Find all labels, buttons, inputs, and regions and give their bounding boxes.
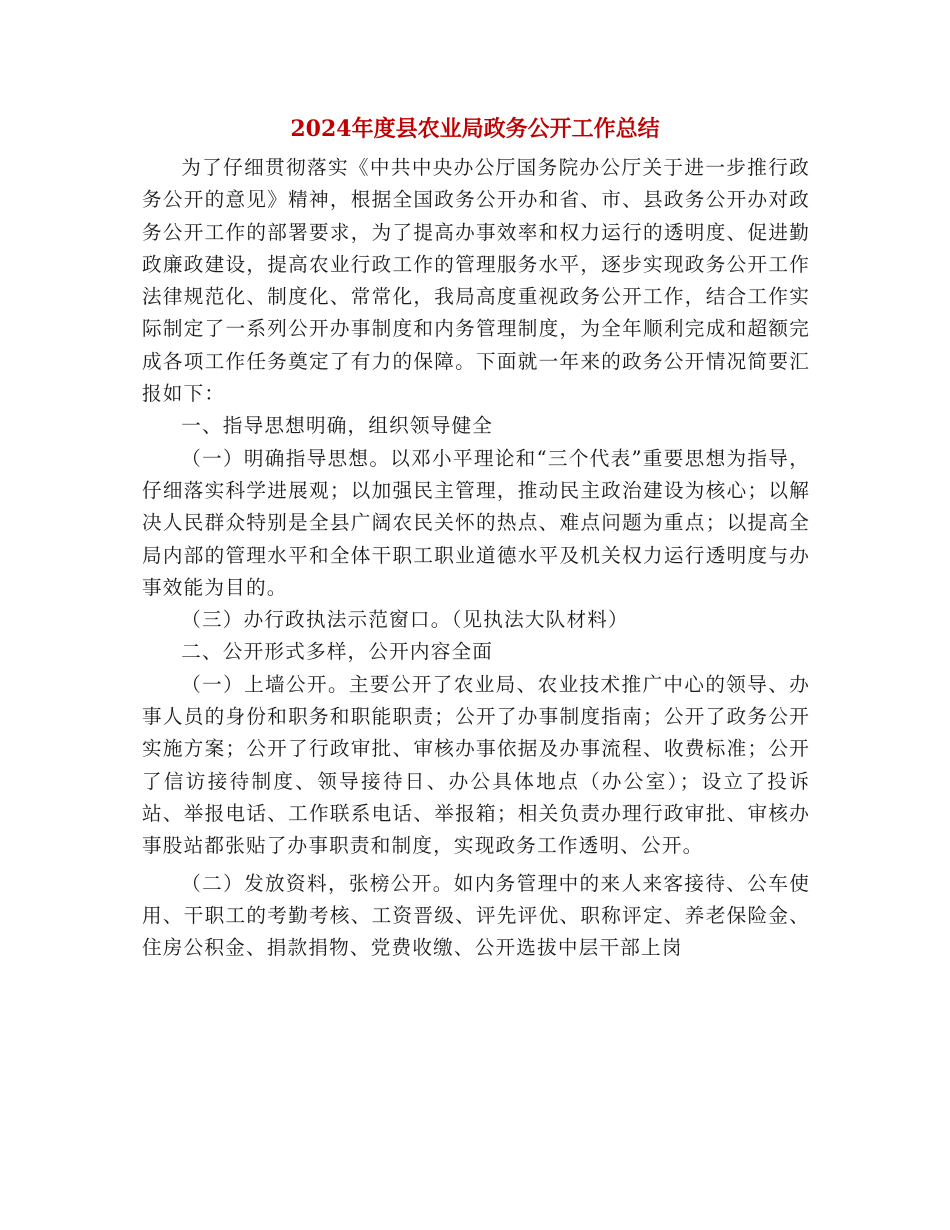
heading-section-2: 二、公开形式多样，公开内容全面 xyxy=(181,640,494,664)
paragraph-intro: 为了仔细贯彻落实《中共中央办公厅国务院办公厅关于进一步推行政务公开的意见》精神，根据全国政务公开办和省、市、县政务公开办对政务公开工作的部署要求，为了提高办事效率和权力运行的透明度、促进勤政廉政建设，提高农业行政工作的管理服务水平，逐步实现政务公开工作法律规范化、制度化、常常化，我局高度重视政务公开工作，结合工作实际制定了一系列公开办事制度和内务管理制度，为全年顺利完成和超额完成各项工作任务奠定了有力的保障。下面就一年来的政务公开情况简要汇报如下： xyxy=(142,156,810,406)
heading-section-1: 一、指导思想明确，组织领导健全 xyxy=(181,414,494,438)
document-body xyxy=(142,152,810,964)
paragraph-materials-publication: （二）发放资料，张榜公开。如内务管理中的来人来客接待、公车使用、干职工的考勤考核、工资晋级、评先评优、职称评定、养老保险金、住房公积金、捐款捐物、党费收缴、公开选拔中层干部上岗 xyxy=(142,871,810,960)
paragraph-enforcement-window: （三）办行政执法示范窗口。（见执法大队材料） xyxy=(181,608,629,632)
paragraph-wall-publication: （一）上墙公开。主要公开了农业局、农业技术推广中心的领导、办事人员的身份和职务和职能职责；公开了办事制度指南；公开了政务公开实施方案；公开了行政审批、审核办事依据及办事流程、收费标准；公开了信访接待制度、领导接待日、办公具体地点（办公室）；设立了投诉站、举报电话、工作联系电话、举报箱；相关负责办理行政审批、审核办事股站都张贴了办事职责和制度，实现政务工作透明、公开。 xyxy=(142,672,810,858)
document-title: 2024年度县农业局政务公开工作总结 xyxy=(290,116,660,142)
paragraph-guiding-thought: （一）明确指导思想。以邓小平理论和“三个代表”重要思想为指导，仔细落实科学进展观；以加强民主管理，推动民主政治建设为核心；以解决人民群众特别是全县广阔农民关怀的热点、难点问题为重点；以提高全局内部的管理水平和全体干职工职业道德水平及机关权力运行透明度与办事效能为目的。 xyxy=(142,446,810,599)
